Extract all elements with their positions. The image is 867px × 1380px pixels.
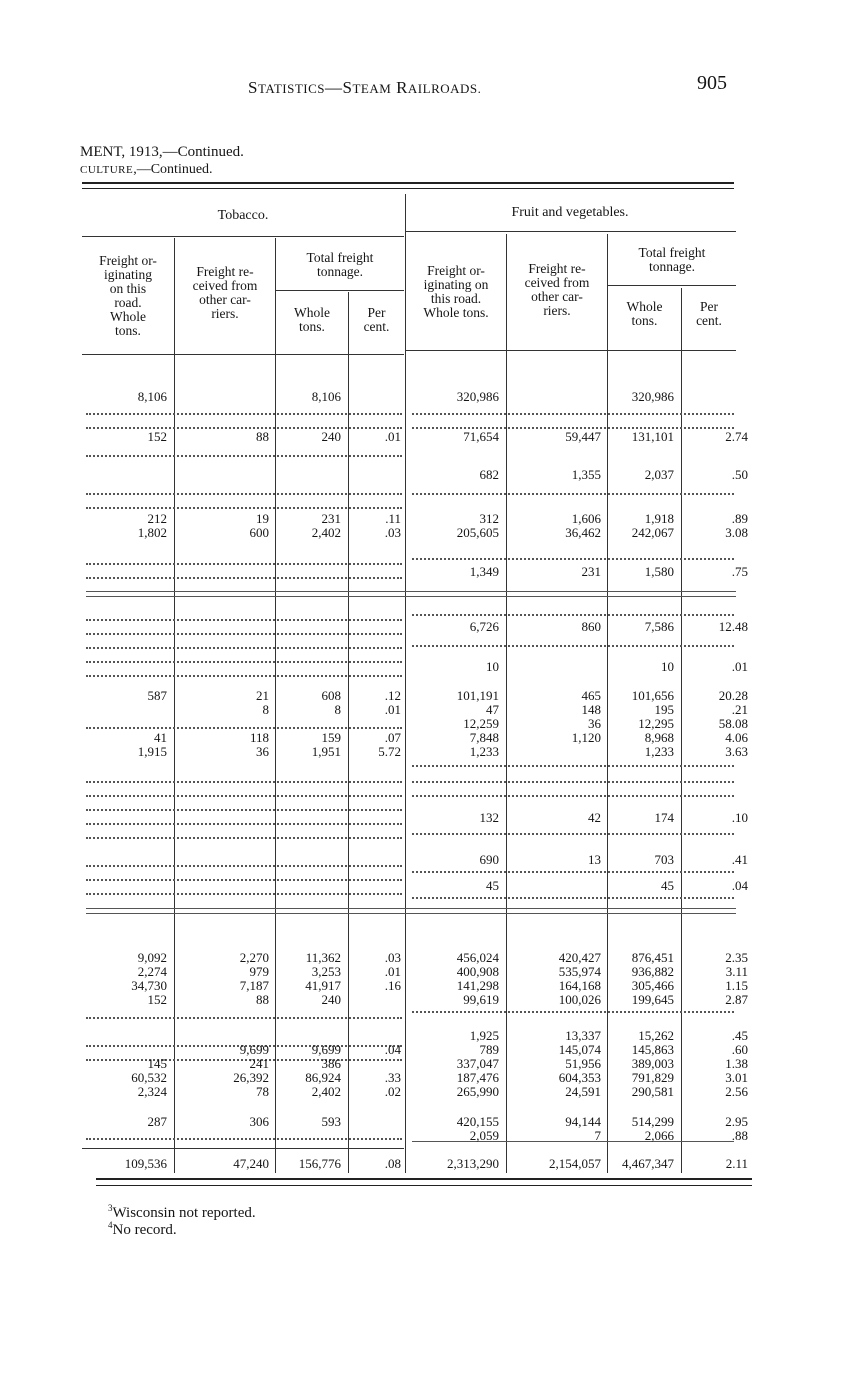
cell-fruit-total-percent: 4.06 bbox=[725, 730, 748, 745]
dotted-leader bbox=[412, 1141, 734, 1142]
cell-fruit-received: 59,447 bbox=[565, 429, 601, 444]
dotted-leader bbox=[86, 413, 402, 415]
cell-fruit-originating: 682 bbox=[479, 467, 499, 482]
cell-fruit-total-percent: 20.28 bbox=[718, 688, 748, 703]
col-header-tobacco-total: Total freight tonnage. bbox=[306, 250, 374, 279]
cell-fruit-total-percent: .89 bbox=[731, 511, 748, 526]
group-header-tobacco: Tobacco. bbox=[217, 208, 269, 223]
continued-line-1: MENT, 1913,—Continued. bbox=[80, 144, 244, 160]
cell-fruit-received: 1,120 bbox=[571, 730, 601, 745]
cell-fruit-originating: 337,047 bbox=[456, 1056, 499, 1071]
cell-tobacco-total-whole: 1,951 bbox=[311, 744, 341, 759]
cell-fruit-total-percent: .21 bbox=[731, 702, 748, 717]
cell-fruit-total-whole: 195 bbox=[654, 702, 674, 717]
dotted-leader bbox=[86, 727, 402, 729]
col-rule-4 bbox=[405, 194, 406, 1173]
cell-fruit-originating: 690 bbox=[479, 852, 499, 867]
cell-fruit-total-percent: .88 bbox=[731, 1128, 748, 1143]
cell-tobacco-total-whole: 593 bbox=[321, 1114, 341, 1129]
cell-fruit-total-percent: 3.01 bbox=[725, 1070, 748, 1085]
dotted-leader bbox=[412, 765, 734, 767]
col-header-tobacco-whole: Whole tons. bbox=[294, 305, 330, 334]
cell-fruit-total-whole: 45 bbox=[661, 878, 674, 893]
cell-fruit-total-percent: 1.38 bbox=[725, 1056, 748, 1071]
cell-fruit-total-percent: 2.11 bbox=[725, 1156, 748, 1171]
dotted-leader bbox=[86, 493, 402, 495]
cell-tobacco-received: 36 bbox=[256, 744, 269, 759]
col-rule-3 bbox=[348, 292, 349, 1173]
cell-tobacco-total-whole: 11,362 bbox=[305, 950, 341, 965]
cell-fruit-originating: 400,908 bbox=[456, 964, 499, 979]
col-header-fruit-percent: Per cent. bbox=[696, 299, 722, 328]
cell-tobacco-originating: 9,092 bbox=[137, 950, 167, 965]
cell-tobacco-received: 241 bbox=[249, 1056, 269, 1071]
cell-tobacco-received: 78 bbox=[256, 1084, 269, 1099]
bottom-rule-thin bbox=[96, 1185, 752, 1186]
dotted-leader bbox=[412, 1011, 734, 1013]
header-bottom-rule-tobacco bbox=[82, 354, 404, 355]
cell-fruit-total-whole: 101,656 bbox=[631, 688, 674, 703]
cell-tobacco-total-whole: 231 bbox=[321, 511, 341, 526]
cell-fruit-total-whole: 1,580 bbox=[644, 564, 674, 579]
dotted-leader bbox=[86, 633, 402, 635]
col-header-fruit-originating: Freight or- iginating on this road. Whole tons. bbox=[423, 263, 489, 320]
cell-fruit-total-whole: 389,003 bbox=[631, 1056, 674, 1071]
dotted-leader bbox=[412, 833, 734, 835]
dotted-leader bbox=[86, 865, 402, 867]
cell-tobacco-received: 8 bbox=[262, 702, 269, 717]
cell-tobacco-originating: 41 bbox=[154, 730, 167, 745]
cell-fruit-total-whole: 290,581 bbox=[631, 1084, 674, 1099]
top-rule-thin bbox=[82, 188, 734, 189]
cell-tobacco-total-percent: .33 bbox=[384, 1070, 401, 1085]
cell-tobacco-received: 306 bbox=[249, 1114, 269, 1129]
cell-fruit-originating: 47 bbox=[486, 702, 499, 717]
dotted-leader bbox=[86, 661, 402, 663]
dotted-leader bbox=[412, 558, 734, 560]
cell-fruit-total-percent: .45 bbox=[731, 1028, 748, 1043]
cell-fruit-total-whole: 320,986 bbox=[631, 389, 674, 404]
dotted-leader bbox=[412, 781, 734, 783]
col-header-tobacco-percent: Per cent. bbox=[363, 305, 390, 334]
cell-fruit-total-percent: 1.15 bbox=[725, 978, 748, 993]
group-header-fruit-vegetables: Fruit and vegetables. bbox=[511, 205, 629, 220]
col-rule-6 bbox=[607, 234, 608, 1173]
cell-fruit-total-percent: .01 bbox=[731, 659, 748, 674]
cell-fruit-total-whole: 2,037 bbox=[644, 467, 674, 482]
cell-fruit-total-percent: 2.87 bbox=[725, 992, 748, 1007]
cell-fruit-total-whole: 514,299 bbox=[631, 1114, 674, 1129]
col-header-tobacco-received: Freight re- ceived from other car- riers. bbox=[192, 264, 258, 321]
cell-fruit-received: 535,974 bbox=[558, 964, 601, 979]
cell-fruit-received: 231 bbox=[581, 564, 601, 579]
dotted-leader bbox=[412, 871, 734, 873]
dotted-leader bbox=[86, 1017, 402, 1019]
dotted-leader bbox=[86, 913, 736, 914]
cell-fruit-originating: 132 bbox=[479, 810, 499, 825]
page-number: 905 bbox=[697, 72, 727, 94]
cell-tobacco-total-whole: 608 bbox=[321, 688, 341, 703]
cell-fruit-originating: 10 bbox=[486, 659, 499, 674]
cell-tobacco-originating: 2,324 bbox=[137, 1084, 167, 1099]
cell-fruit-total-percent: 3.08 bbox=[725, 525, 748, 540]
cell-fruit-total-whole: 305,466 bbox=[631, 978, 674, 993]
cell-fruit-total-percent: 2.35 bbox=[725, 950, 748, 965]
cell-tobacco-originating: 587 bbox=[147, 688, 167, 703]
group-rule-fruit bbox=[406, 231, 736, 232]
cell-fruit-originating: 71,654 bbox=[463, 429, 499, 444]
cell-tobacco-total-percent: .01 bbox=[384, 702, 401, 717]
cell-fruit-total-percent: .04 bbox=[731, 878, 748, 893]
cell-tobacco-received: 47,240 bbox=[233, 1156, 269, 1171]
cell-fruit-received: 24,591 bbox=[565, 1084, 601, 1099]
cell-fruit-received: 94,144 bbox=[565, 1114, 601, 1129]
cell-tobacco-received: 979 bbox=[249, 964, 269, 979]
cell-tobacco-originating: 1,915 bbox=[137, 744, 167, 759]
cell-fruit-received: 36 bbox=[588, 716, 601, 731]
cell-tobacco-originating: 152 bbox=[147, 429, 167, 444]
cell-tobacco-total-whole: 386 bbox=[321, 1056, 341, 1071]
cell-fruit-total-whole: 174 bbox=[654, 810, 674, 825]
cell-fruit-received: 51,956 bbox=[565, 1056, 601, 1071]
cell-fruit-total-percent: 2.95 bbox=[725, 1114, 748, 1129]
cell-tobacco-originating: 152 bbox=[147, 992, 167, 1007]
cell-tobacco-total-whole: 159 bbox=[321, 730, 341, 745]
cell-tobacco-total-percent: .04 bbox=[384, 1042, 401, 1057]
cell-fruit-total-whole: 10 bbox=[661, 659, 674, 674]
cell-fruit-total-percent: .41 bbox=[731, 852, 748, 867]
header-bottom-rule-fruit bbox=[406, 350, 736, 351]
cell-fruit-originating: 12,259 bbox=[463, 716, 499, 731]
cell-tobacco-total-whole: 240 bbox=[321, 992, 341, 1007]
dotted-leader bbox=[412, 645, 734, 647]
col-header-tobacco-originating: Freight or- iginating on this road. Whole tons. bbox=[99, 253, 157, 338]
dotted-leader bbox=[412, 897, 734, 899]
dotted-leader bbox=[412, 413, 734, 415]
col-header-fruit-total: Total freight tonnage. bbox=[638, 245, 706, 274]
cell-fruit-total-percent: 2.56 bbox=[725, 1084, 748, 1099]
cell-tobacco-total-whole: 2,402 bbox=[311, 1084, 341, 1099]
cell-tobacco-total-percent: .07 bbox=[384, 730, 401, 745]
dotted-leader bbox=[86, 507, 402, 509]
dotted-leader bbox=[86, 596, 736, 597]
dotted-leader bbox=[86, 908, 736, 909]
cell-fruit-total-percent: 3.63 bbox=[725, 744, 748, 759]
col-header-fruit-whole: Whole tons. bbox=[626, 299, 663, 328]
cell-fruit-total-whole: 2,066 bbox=[644, 1128, 674, 1143]
cell-tobacco-total-percent: .12 bbox=[384, 688, 401, 703]
cell-fruit-total-percent: .75 bbox=[731, 564, 748, 579]
cell-tobacco-originating: 145 bbox=[147, 1056, 167, 1071]
cell-tobacco-total-percent: .03 bbox=[384, 950, 401, 965]
dotted-leader bbox=[86, 563, 402, 565]
dotted-leader bbox=[86, 619, 402, 621]
top-rule-thick bbox=[82, 182, 734, 184]
dotted-leader bbox=[412, 614, 734, 616]
cell-tobacco-total-whole: 2,402 bbox=[311, 525, 341, 540]
cell-fruit-total-whole: 15,262 bbox=[638, 1028, 674, 1043]
cell-fruit-originating: 312 bbox=[479, 511, 499, 526]
cell-tobacco-total-whole: 156,776 bbox=[298, 1156, 341, 1171]
cell-fruit-total-percent: .60 bbox=[731, 1042, 748, 1057]
col-rule-7 bbox=[681, 288, 682, 1173]
cell-tobacco-total-percent: .01 bbox=[384, 429, 401, 444]
cell-tobacco-total-whole: 9,699 bbox=[311, 1042, 341, 1057]
cell-tobacco-received: 2,270 bbox=[239, 950, 269, 965]
cell-tobacco-originating: 8,106 bbox=[137, 389, 167, 404]
cell-tobacco-total-percent: 5.72 bbox=[378, 744, 401, 759]
cell-tobacco-total-percent: .16 bbox=[384, 978, 401, 993]
cell-fruit-received: 148 bbox=[581, 702, 601, 717]
dotted-leader bbox=[86, 1059, 402, 1061]
dotted-leader bbox=[86, 427, 402, 429]
cell-fruit-total-percent: 3.11 bbox=[725, 964, 748, 979]
dotted-leader bbox=[86, 837, 402, 839]
cell-tobacco-received: 19 bbox=[256, 511, 269, 526]
col-rule-5 bbox=[506, 234, 507, 1173]
cell-fruit-received: 164,168 bbox=[558, 978, 601, 993]
cell-tobacco-received: 7,187 bbox=[239, 978, 269, 993]
cell-fruit-originating: 1,233 bbox=[469, 744, 499, 759]
cell-fruit-originating: 265,990 bbox=[456, 1084, 499, 1099]
cell-fruit-total-whole: 1,918 bbox=[644, 511, 674, 526]
cell-tobacco-total-whole: 8 bbox=[334, 702, 341, 717]
cell-fruit-total-whole: 8,968 bbox=[644, 730, 674, 745]
dotted-leader bbox=[86, 809, 402, 811]
dotted-leader bbox=[86, 823, 402, 825]
cell-fruit-originating: 141,298 bbox=[456, 978, 499, 993]
dotted-leader bbox=[86, 781, 402, 783]
cell-fruit-received: 465 bbox=[581, 688, 601, 703]
cell-fruit-total-whole: 145,863 bbox=[631, 1042, 674, 1057]
cell-fruit-total-whole: 4,467,347 bbox=[622, 1156, 674, 1171]
cell-fruit-originating: 7,848 bbox=[469, 730, 499, 745]
cell-tobacco-total-percent: .08 bbox=[384, 1156, 401, 1171]
dotted-leader bbox=[412, 493, 734, 495]
cell-fruit-originating: 99,619 bbox=[463, 992, 499, 1007]
cell-fruit-received: 145,074 bbox=[558, 1042, 601, 1057]
col-rule-1 bbox=[174, 238, 175, 1173]
dotted-leader bbox=[86, 795, 402, 797]
cell-tobacco-originating: 1,802 bbox=[137, 525, 167, 540]
cell-fruit-received: 604,353 bbox=[558, 1070, 601, 1085]
cell-fruit-total-whole: 12,295 bbox=[638, 716, 674, 731]
page-running-title: STATISTICS—STEAM RAILROADS. bbox=[248, 78, 482, 97]
cell-fruit-total-whole: 131,101 bbox=[631, 429, 674, 444]
cell-fruit-received: 42 bbox=[588, 810, 601, 825]
cell-tobacco-originating: 60,532 bbox=[131, 1070, 167, 1085]
cell-fruit-total-whole: 199,645 bbox=[631, 992, 674, 1007]
cell-tobacco-received: 88 bbox=[256, 429, 269, 444]
continued-line-2: CULTURE,—Continued. bbox=[80, 162, 213, 177]
cell-fruit-received: 2,154,057 bbox=[549, 1156, 601, 1171]
cell-tobacco-total-percent: .02 bbox=[384, 1084, 401, 1099]
total-rule bbox=[82, 1148, 404, 1149]
cell-fruit-originating: 456,024 bbox=[456, 950, 499, 965]
cell-fruit-received: 100,026 bbox=[558, 992, 601, 1007]
cell-tobacco-total-percent: .03 bbox=[384, 525, 401, 540]
cell-tobacco-received: 118 bbox=[249, 730, 269, 745]
cell-fruit-total-percent: 2.74 bbox=[725, 429, 748, 444]
cell-fruit-originating: 420,155 bbox=[456, 1114, 499, 1129]
cell-tobacco-total-whole: 240 bbox=[321, 429, 341, 444]
cell-fruit-total-percent: .50 bbox=[731, 467, 748, 482]
cell-fruit-originating: 1,349 bbox=[469, 564, 499, 579]
cell-tobacco-received: 600 bbox=[249, 525, 269, 540]
group-rule-tobacco bbox=[82, 236, 404, 237]
cell-fruit-received: 420,427 bbox=[558, 950, 601, 965]
cell-tobacco-received: 9,699 bbox=[239, 1042, 269, 1057]
dotted-leader bbox=[86, 647, 402, 649]
cell-fruit-originating: 2,059 bbox=[469, 1128, 499, 1143]
cell-tobacco-received: 21 bbox=[256, 688, 269, 703]
col-header-fruit-received: Freight re- ceived from other car- riers. bbox=[524, 261, 590, 318]
cell-fruit-originating: 45 bbox=[486, 878, 499, 893]
cell-tobacco-total-whole: 8,106 bbox=[311, 389, 341, 404]
cell-fruit-received: 13,337 bbox=[565, 1028, 601, 1043]
cell-tobacco-received: 26,392 bbox=[233, 1070, 269, 1085]
cell-tobacco-total-whole: 3,253 bbox=[311, 964, 341, 979]
dotted-leader bbox=[86, 675, 402, 677]
cell-fruit-received: 36,462 bbox=[565, 525, 601, 540]
cell-fruit-total-percent: 58.08 bbox=[718, 716, 748, 731]
cell-fruit-total-percent: .10 bbox=[731, 810, 748, 825]
cell-tobacco-received: 88 bbox=[256, 992, 269, 1007]
cell-fruit-total-whole: 876,451 bbox=[631, 950, 674, 965]
footnote-3: $^3$Wisconsin not reported. bbox=[108, 1203, 256, 1221]
cell-tobacco-total-whole: 41,917 bbox=[305, 978, 341, 993]
cell-fruit-total-percent: 12.48 bbox=[718, 619, 748, 634]
cell-tobacco-originating: 34,730 bbox=[131, 978, 167, 993]
dotted-leader bbox=[86, 893, 402, 895]
cell-fruit-total-whole: 7,586 bbox=[644, 619, 674, 634]
cell-fruit-originating: 1,925 bbox=[469, 1028, 499, 1043]
cell-fruit-originating: 320,986 bbox=[456, 389, 499, 404]
dotted-leader bbox=[86, 577, 402, 579]
cell-fruit-received: 13 bbox=[588, 852, 601, 867]
subgroup-rule-tobacco bbox=[276, 290, 404, 291]
cell-fruit-total-whole: 791,829 bbox=[631, 1070, 674, 1085]
subgroup-rule-fruit bbox=[608, 285, 736, 286]
cell-fruit-originating: 2,313,290 bbox=[447, 1156, 499, 1171]
cell-fruit-total-whole: 242,067 bbox=[631, 525, 674, 540]
cell-fruit-total-whole: 936,882 bbox=[631, 964, 674, 979]
cell-tobacco-originating: 109,536 bbox=[124, 1156, 167, 1171]
cell-fruit-total-whole: 1,233 bbox=[644, 744, 674, 759]
dotted-leader bbox=[412, 795, 734, 797]
bottom-rule-thick bbox=[96, 1178, 752, 1180]
cell-fruit-total-whole: 703 bbox=[654, 852, 674, 867]
cell-fruit-received: 7 bbox=[594, 1128, 601, 1143]
dotted-leader bbox=[86, 879, 402, 881]
cell-fruit-originating: 6,726 bbox=[469, 619, 499, 634]
cell-fruit-originating: 101,191 bbox=[456, 688, 499, 703]
cell-fruit-originating: 187,476 bbox=[456, 1070, 499, 1085]
cell-fruit-received: 860 bbox=[581, 619, 601, 634]
footnote-4: $^4$No record. bbox=[108, 1220, 177, 1238]
cell-tobacco-originating: 2,274 bbox=[137, 964, 167, 979]
cell-fruit-originating: 789 bbox=[479, 1042, 499, 1057]
cell-fruit-received: 1,355 bbox=[571, 467, 601, 482]
cell-tobacco-originating: 212 bbox=[147, 511, 167, 526]
cell-tobacco-total-percent: .11 bbox=[385, 511, 401, 526]
dotted-leader bbox=[86, 591, 736, 592]
dotted-leader bbox=[86, 1138, 402, 1140]
cell-tobacco-total-percent: .01 bbox=[384, 964, 401, 979]
col-rule-2 bbox=[275, 238, 276, 1173]
cell-fruit-received: 1,606 bbox=[571, 511, 601, 526]
cell-tobacco-originating: 287 bbox=[147, 1114, 167, 1129]
cell-tobacco-total-whole: 86,924 bbox=[305, 1070, 341, 1085]
cell-fruit-originating: 205,605 bbox=[456, 525, 499, 540]
dotted-leader bbox=[86, 455, 402, 457]
